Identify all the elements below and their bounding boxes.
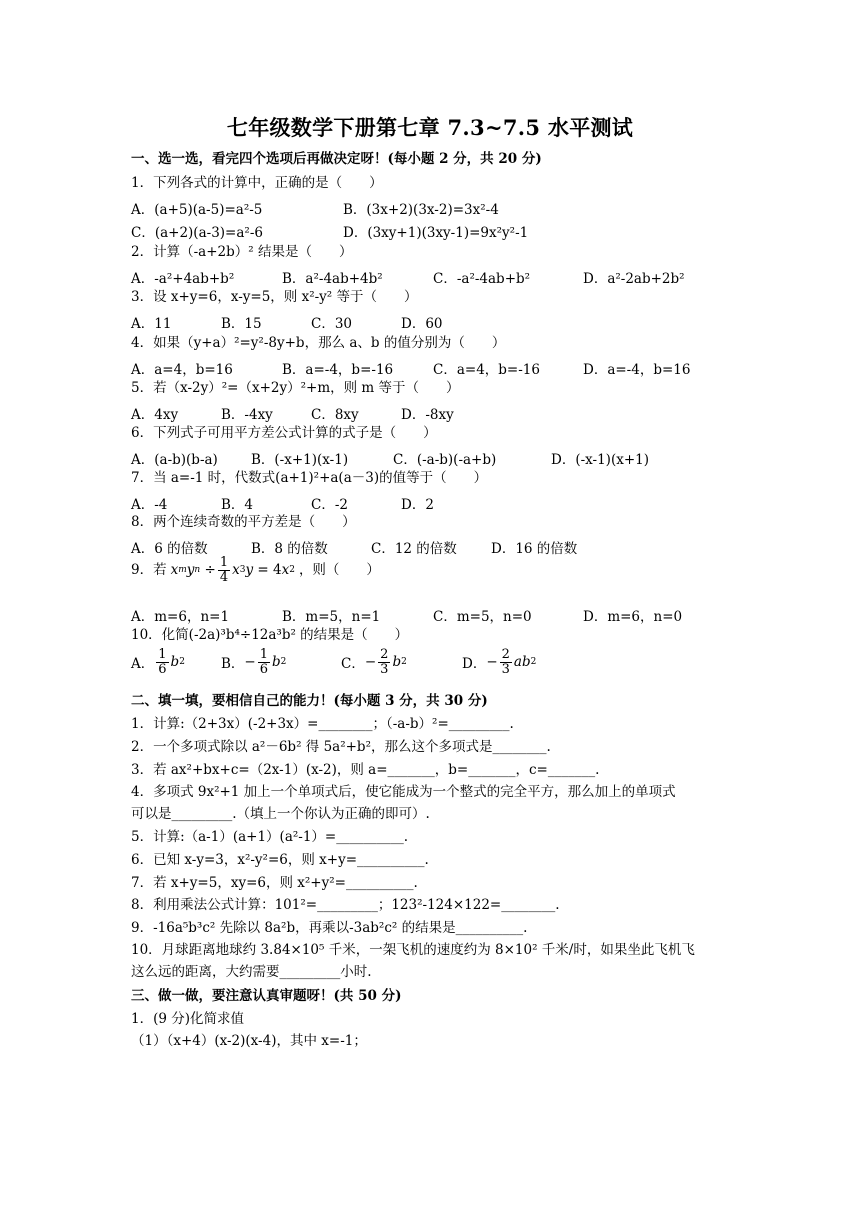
section3-heading: 三、做一做，要注意认真审题呀！(共 50 分): [131, 988, 402, 1004]
q3-option-d: D．60: [401, 316, 443, 332]
q9-fraction: 1 4: [219, 555, 229, 585]
q5-option-a: A．4xy: [131, 407, 179, 423]
q6-option-d: D．(-x-1)(x+1): [551, 452, 649, 468]
fill-q1: 1．计算:（2+3x）(-2+3x）=________；（-a-b）²=_________.: [131, 716, 514, 732]
q3-option-c: C．30: [311, 316, 353, 332]
q4-option-d: D．a=-4，b=16: [583, 362, 691, 378]
q2-option-a: A．-a²+4ab+b²: [131, 271, 235, 287]
q9-option-a: A．m=6，n=1: [131, 609, 230, 625]
q6-option-c: C．(-a-b)(-a+b): [393, 452, 497, 468]
q4-option-a: A．a=4，b=16: [131, 362, 233, 378]
q10-option-c: C． − 2 3 b 2: [341, 647, 407, 677]
q1-option-c: C．(a+2)(a-3)=a²-6: [131, 225, 263, 241]
q9-equation: x m y n ÷ 1 4 x 3 y = 4 x 2: [170, 555, 295, 585]
section1-heading: 一、选一选，看完四个选项后再做决定呀！(每小题 2 分，共 20 分): [131, 151, 542, 167]
q7-option-d: D．2: [401, 497, 434, 513]
q5-option-d: D．-8xy: [401, 407, 454, 423]
q5-option-b: B．-4xy: [221, 407, 273, 423]
q4-option-c: C．a=4，b=-16: [433, 362, 540, 378]
fill-q4-line1: 4．多项式 9x²+1 加上一个单项式后，使它能成为一个整式的完全平方，那么加上的单项式: [131, 784, 676, 800]
fill-q10-line1: 10．月球距离地球约 3.84×10⁵ 千米，一架飞机的速度约为 8×10² 千米/时，如果坐此飞机飞: [131, 942, 695, 958]
fill-q4-line2: 可以是_________.（填上一个你认为正确的即可）.: [131, 806, 430, 822]
q1-stem: 1．下列各式的计算中，正确的是（ ）: [131, 175, 383, 191]
fill-q7: 7．若 x+y=5，xy=6，则 x²+y²=__________.: [131, 875, 418, 891]
q5-stem: 5．若（x-2y）²=（x+2y）²+m，则 m 等于（ ）: [131, 380, 460, 396]
q1-option-d: D．(3xy+1)(3xy-1)=9x²y²-1: [343, 225, 529, 241]
fill-q10-line2: 这么远的距离，大约需要_________小时.: [131, 964, 372, 980]
q9-option-b: B．m=5，n=1: [282, 609, 381, 625]
q7-stem: 7．当 a=-1 时，代数式(a+1)²+a(a－3)的值等于（ ）: [131, 470, 488, 486]
q1-option-b: B．(3x+2)(3x-2)=3x²-4: [343, 202, 499, 218]
section2-heading: 二、填一填，要相信自己的能力！(每小题 3 分，共 30 分): [131, 693, 488, 709]
q6-stem: 6．下列式子可用平方差公式计算的式子是（ ）: [131, 425, 437, 441]
q1-option-a: A．(a+5)(a-5)=a²-5: [131, 202, 263, 218]
q9-stem-prefix: 9．若: [131, 562, 167, 579]
q8-option-a: A．6 的倍数: [131, 541, 208, 557]
q10-stem: 10．化简(-2a)³b⁴÷12a³b² 的结果是（ ）: [131, 627, 409, 643]
q8-option-b: B．8 的倍数: [251, 541, 328, 557]
q3-option-a: A．11: [131, 316, 172, 332]
fill-q5: 5．计算:（a-1）(a+1）(a²-1）=__________.: [131, 829, 409, 845]
fill-q2: 2．一个多项式除以 a²－6b² 得 5a²+b²，那么这个多项式是________.: [131, 739, 551, 755]
fill-q3: 3．若 ax²+bx+c=（2x-1）(x-2)，则 a=_______，b=_______，c=_______.: [131, 762, 600, 778]
q2-option-c: C．-a²-4ab+b²: [433, 271, 531, 287]
q7-option-c: C．-2: [311, 497, 348, 513]
q3-option-b: B．15: [221, 316, 262, 332]
q2-option-b: B．a²-4ab+4b²: [282, 271, 383, 287]
q9-option-c: C．m=5，n=0: [433, 609, 532, 625]
q2-option-d: D．a²-2ab+2b²: [583, 271, 685, 287]
q10-option-b: B． − 1 6 b 2: [221, 647, 287, 677]
q10-option-d: D． − 2 3 ab 2: [462, 647, 537, 677]
q2-stem: 2．计算（-a+2b）² 结果是（ ）: [131, 244, 353, 260]
page-title: 七年级数学下册第七章 7.3~7.5 水平测试: [226, 115, 634, 140]
q8-stem: 8．两个连续奇数的平方差是（ ）: [131, 514, 356, 530]
q8-option-c: C．12 的倍数: [371, 541, 457, 557]
q10-option-a: A． 1 6 b 2: [131, 647, 185, 677]
fill-q6: 6．已知 x-y=3，x²-y²=6，则 x+y=__________.: [131, 852, 429, 868]
q7-option-a: A．-4: [131, 497, 168, 513]
q4-option-b: B．a=-4，b=-16: [282, 362, 394, 378]
q9-stem-suffix: ，则（ ）: [298, 562, 380, 579]
q9-stem: [131, 556, 380, 584]
q4-stem: 4．如果（y+a）²=y²-8y+b，那么 a、b 的值分别为（ ）: [131, 335, 506, 351]
q8-option-d: D．16 的倍数: [491, 541, 578, 557]
q10-c-fraction: 2 3: [380, 647, 389, 677]
q6-option-b: B．(-x+1)(x-1): [251, 452, 349, 468]
q10-a-fraction: 1 6: [158, 647, 167, 677]
q6-option-a: A．(a-b)(b-a): [131, 452, 218, 468]
q10-d-fraction: 2 3: [501, 647, 510, 677]
fill-q8: 8．利用乘法公式计算：101²=_________；123²-124×122=________.: [131, 897, 560, 913]
solve-q1: 1．(9 分)化简求值: [131, 1011, 245, 1027]
q9-option-d: D．m=6，n=0: [583, 609, 683, 625]
solve-q1-part1: （1）（x+4）(x-2)(x-4)，其中 x=-1；: [131, 1033, 367, 1049]
fill-q9: 9．-16a⁵b³c² 先除以 8a²b，再乘以-3ab²c² 的结果是__________.: [131, 920, 528, 936]
q5-option-c: C．8xy: [311, 407, 359, 423]
q7-option-b: B．4: [221, 497, 254, 513]
q3-stem: 3．设 x+y=6，x-y=5，则 x²-y² 等于（ ）: [131, 289, 418, 305]
q10-b-fraction: 1 6: [259, 647, 269, 677]
